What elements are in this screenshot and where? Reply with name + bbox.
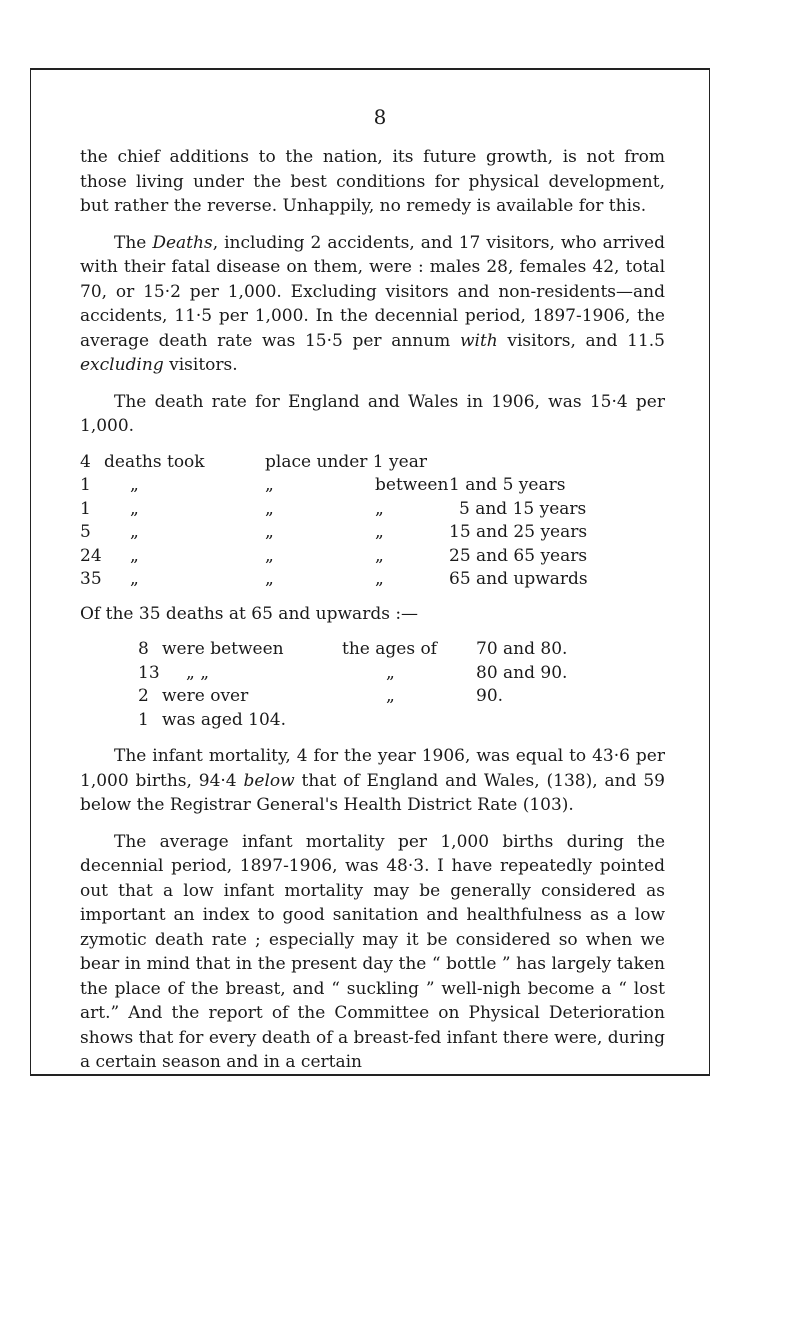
age-relation: „ [375,522,384,542]
age-word1: „ [130,545,139,566]
excluding-word: excluding [80,355,164,375]
age-range: 65 and upwards [449,569,588,589]
age-word1: „ [130,498,139,519]
table-row [80,568,588,592]
table-row [138,638,567,662]
age-range: 25 and 65 years [449,545,588,566]
age-count: 5 [80,522,91,542]
over-word2: the ages of [342,639,437,659]
paragraph-infant-mortality [80,744,665,818]
over-word3: 70 and 80. [476,639,568,659]
age-word2: „ [265,545,274,566]
table-row [80,545,588,569]
page-content [80,145,665,1087]
over-word3: 80 and 90. [476,662,568,683]
infant-post: that of England and Wales, (138), and 59 below the Registrar General's Health District Rate (103). [80,770,665,815]
below-word: below [243,770,295,791]
age-word1: „ [130,475,139,495]
infant-pre: The infant mortality, 4 for the year 1906, was equal to 43·6 per 1,000 births, 94·4 [80,746,665,791]
deaths-mid2: visitors, and 11.5 [497,330,665,351]
over-count: 2 [138,686,149,706]
table-row [80,451,588,475]
age-count: 35 [80,569,102,589]
table-row [138,685,567,709]
deaths-pre: The [114,232,153,253]
age-relation: „ [375,545,384,566]
paragraph-england-rate: The death rate for England and Wales in 1906, was 15·4 per 1,000. [80,391,665,436]
over-word1: were over [162,686,249,706]
with-word: with [459,330,498,351]
age-range: 15 and 25 years [449,522,588,542]
over-word1: „ „ [186,662,210,683]
table-row [80,474,588,498]
age-word1: „ [130,522,139,542]
age-word1: deaths took [104,451,205,472]
age-word2: „ [265,498,274,519]
age-relation: between [375,475,449,495]
table-row [80,521,588,545]
over-word1: was aged 104. [162,709,287,730]
age-word2: place under 1 year [265,451,427,472]
deaths-post: visitors. [163,355,238,375]
deaths-mid: , including 2 accidents, and 17 visitors, who arrived with their fatal disease on them, were : males 28, females 42, total 70, or 15·2 per 1,000. Excluding visitors and non-residents—and accidents, 11·5 per 1,000. In the decennial period, 1897-1906, the average death rate was 15·5 per annum [80,232,665,351]
paragraph-deaths [80,231,665,378]
paragraph-average-infant: The average infant mortality per 1,000 births during the decennial period, 1897-1906, was 48·3. I have repeatedly pointed out that a low infant mortality may be generally considered as important an index to good sanitation and healthfulness as a low zymotic death rate ; especially may it be considered so when we bear in mind that in the present day the “ bottle ” has largely taken the place of the breast, and “ suckling ” well-nigh become a “ lost art.” And the report of the Committee on Physical Deterioration shows that for every death of a breast-fed infant there were, during a certain season and in a certain [80,831,665,1072]
age-word2: „ [265,522,274,542]
paragraph-over-65-intro: Of the 35 deaths at 65 and upwards :— [80,603,419,624]
over-word1: were between [162,639,284,659]
age-relation: „ [375,498,384,519]
age-range: 1 and 5 years [449,475,566,495]
age-count: 24 [80,545,102,566]
over-count: 13 [138,662,160,683]
age-range: 5 and 15 years [459,498,587,519]
deaths-word: Deaths [152,232,213,253]
age-word2: „ [265,475,274,495]
over-word3: 90. [476,686,504,706]
table-row [138,709,567,733]
age-count: 1 [80,475,91,495]
over-count: 8 [138,639,149,659]
age-deaths-table [80,451,588,592]
age-word2: „ [265,569,274,589]
over-word2: „ [386,662,395,683]
paragraph-growth: the chief additions to the nation, its future growth, is not from those living under the best conditions for physical development, but rather the reverse. Unhappily, no remedy is available for this. [80,147,665,216]
over-word2: „ [386,686,395,706]
age-word1: „ [130,569,139,589]
over-65-table [138,638,567,732]
age-count: 1 [80,498,91,519]
age-relation: „ [375,569,384,589]
table-row [80,498,588,522]
page-number: 8 [373,105,387,129]
age-count: 4 [80,451,91,472]
over-count: 1 [138,709,149,730]
table-row [138,662,567,686]
